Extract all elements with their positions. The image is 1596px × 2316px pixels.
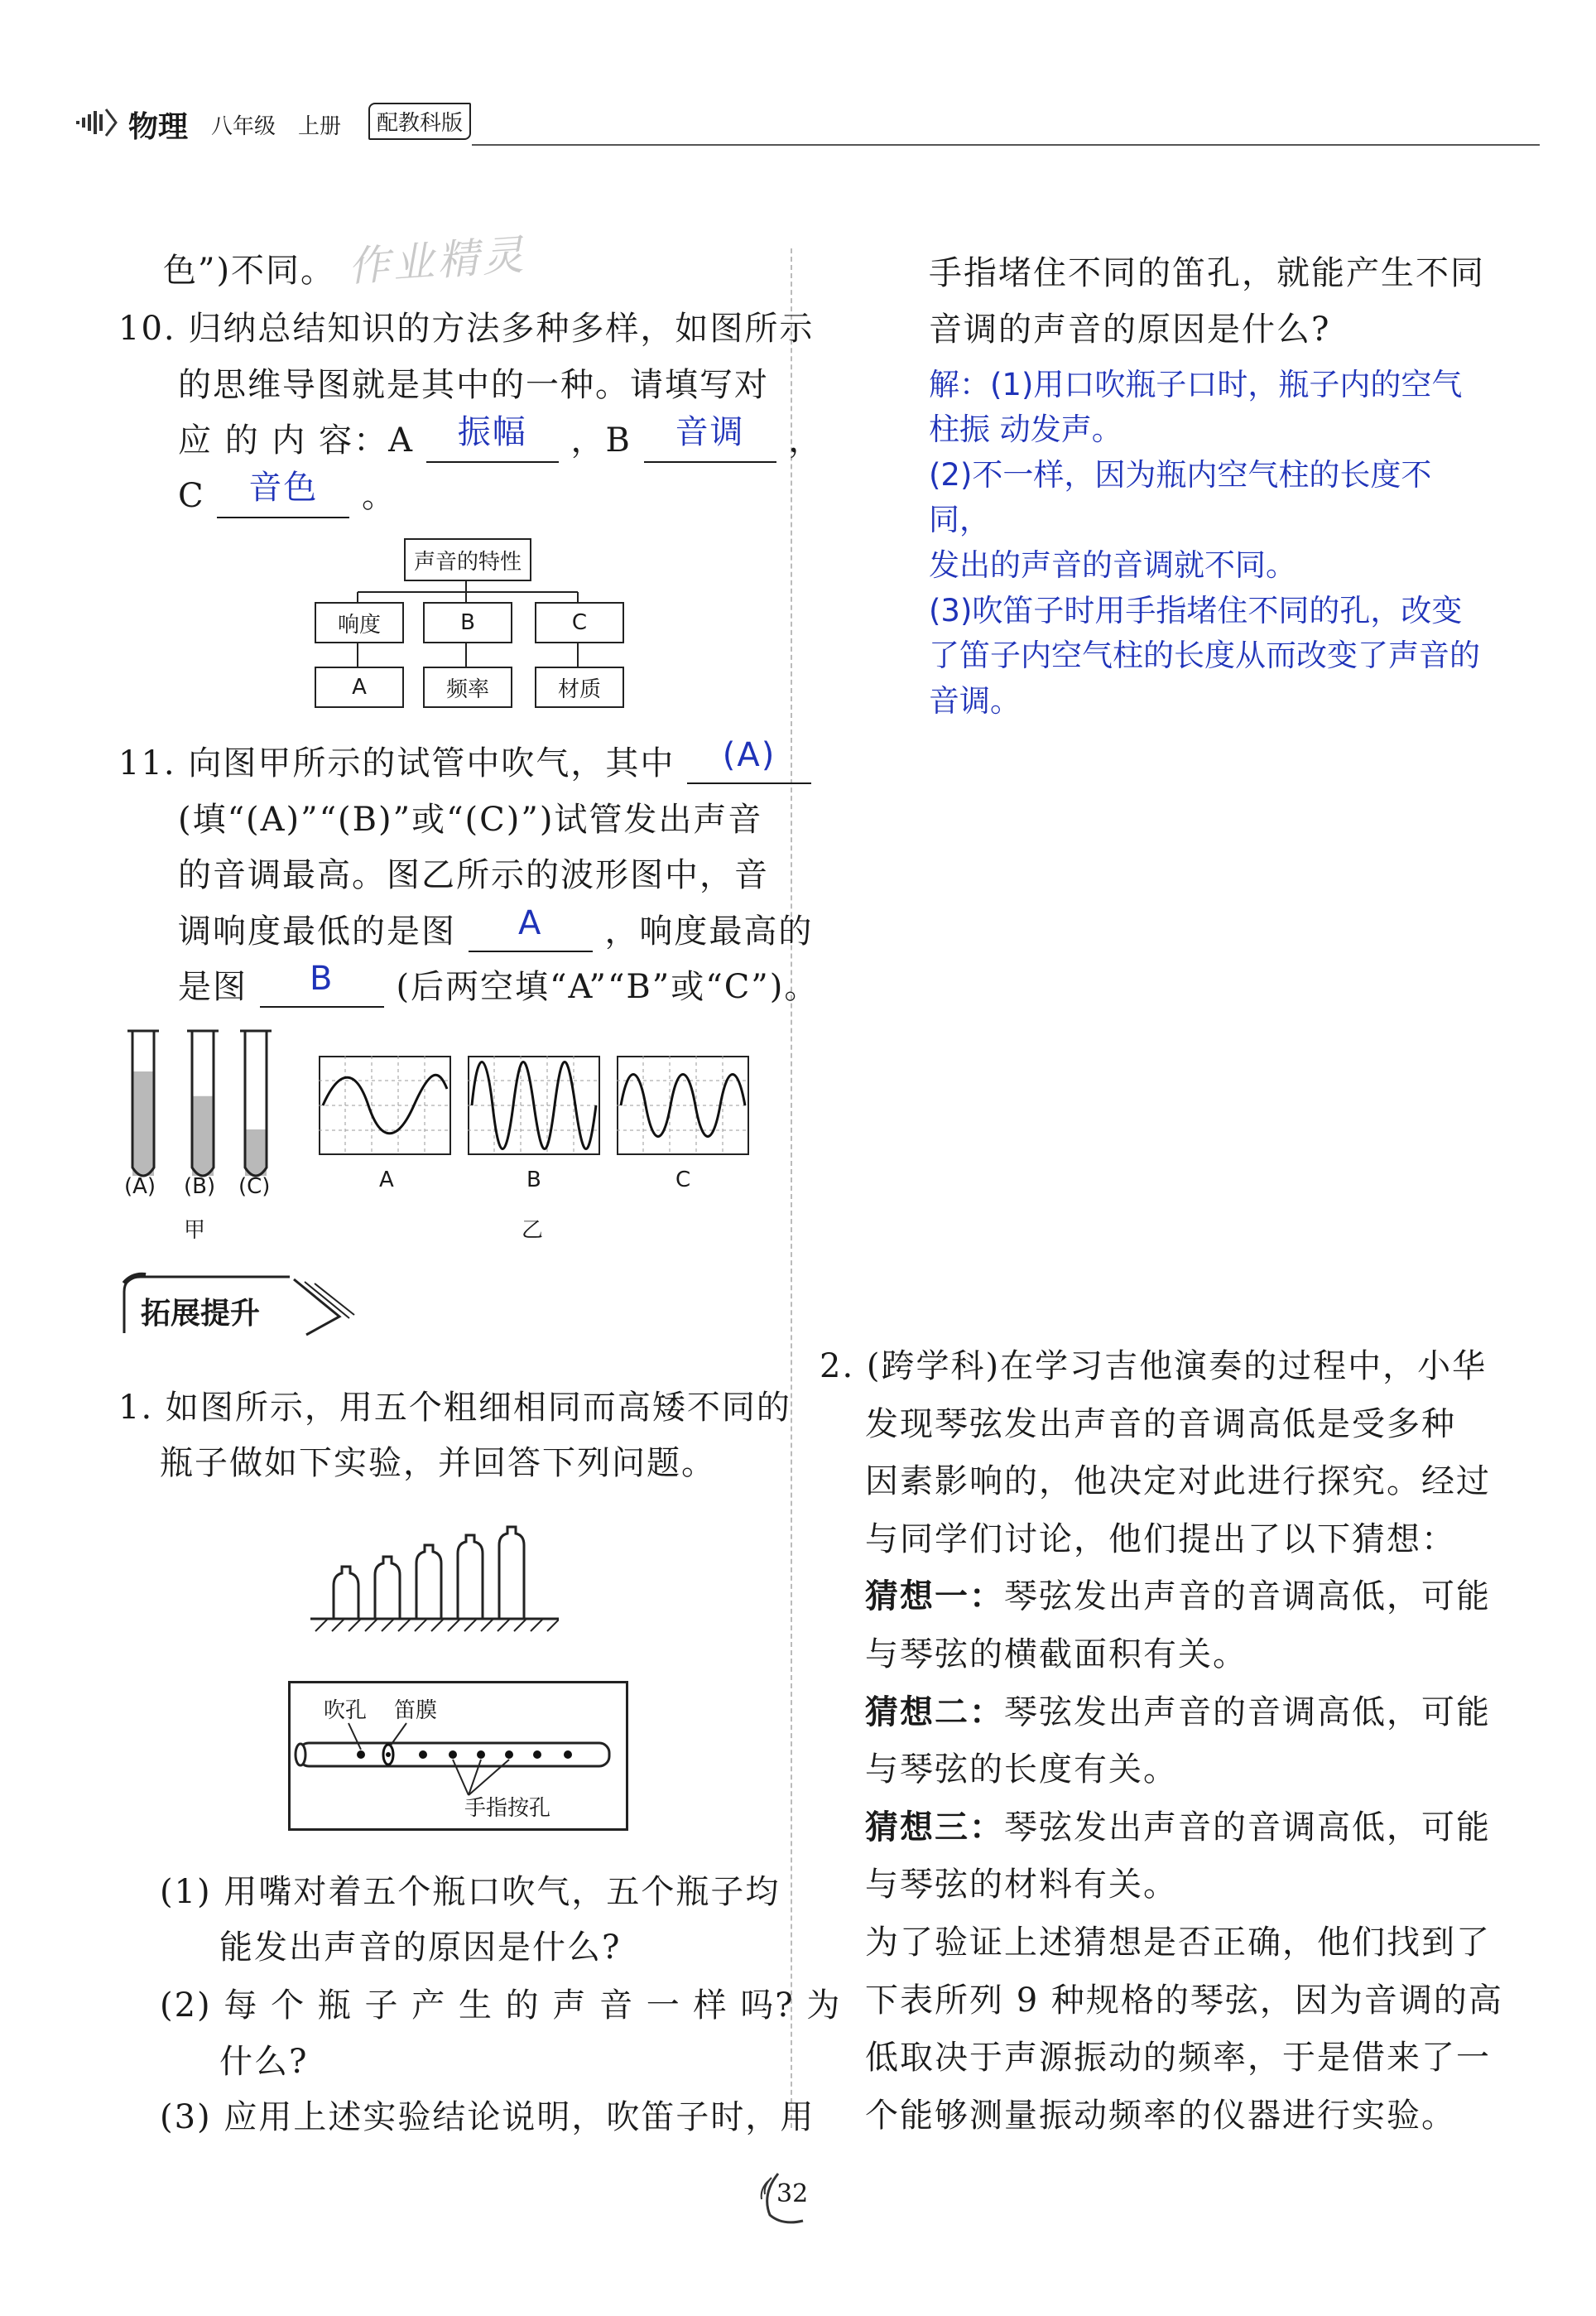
flute-label-membrane: 笛膜: [394, 1698, 438, 1723]
test-tube-a: [127, 1031, 159, 1176]
q11-answer-2: A: [518, 904, 543, 942]
guess-1: [865, 1570, 1491, 1617]
wave-label-b: B: [526, 1168, 541, 1192]
guess-1-text: 琴弦发出声音的音调高低，可能: [1004, 1577, 1491, 1615]
fig-jia-label: 甲: [184, 1218, 206, 1243]
section-header: [116, 1267, 356, 1341]
mind-map-node-loudness: 响度: [315, 602, 404, 643]
fig-yi-label: 乙: [522, 1218, 544, 1243]
q11-line4: [178, 905, 813, 952]
guess-3-label: 猜想三：: [865, 1808, 1004, 1847]
test-tube-c: [240, 1031, 272, 1176]
section-title: 拓展提升: [141, 1297, 261, 1331]
q10-line3-text: 应 的 内 容：A: [178, 421, 415, 460]
p1-sub3-line2: 手指堵住不同的笛孔，就能产生不同: [929, 254, 1485, 292]
mind-map-node-b: B: [423, 602, 512, 643]
guess-3: [865, 1801, 1491, 1848]
q11-line5-post: (后两空填“A”“B”或“C”)。: [396, 968, 820, 1006]
p2-line7: 低取决于声源振动的频率，于是借来了一: [865, 2039, 1491, 2077]
q11-line3: 的音调最高。图乙所示的波形图中，音: [178, 856, 769, 894]
guess-1-label: 猜想一：: [865, 1577, 1004, 1615]
guess-2: [865, 1686, 1491, 1733]
q10-blank-b[interactable]: [644, 414, 776, 463]
mind-map-node-c: C: [535, 602, 624, 643]
p2-line4: 与同学们讨论，他们提出了以下猜想：: [865, 1520, 1456, 1558]
page-number: 32: [776, 2179, 809, 2208]
answer-line-1: 解：(1)用口吹瓶子口时，瓶子内的空气: [929, 367, 1463, 402]
header-rule: [472, 144, 1540, 146]
tube-fill-a: [132, 1071, 154, 1176]
header-grade: 八年级: [211, 114, 276, 139]
q11-blank-1[interactable]: [687, 736, 811, 784]
q11-blank-2[interactable]: [469, 904, 593, 952]
waveform-a: [319, 1056, 451, 1155]
q10-c-label: C: [178, 477, 205, 515]
flute-figure: [288, 1681, 628, 1831]
p1-sub3-line1: (3) 应用上述实验结论说明，吹笛子时，用: [160, 2098, 815, 2136]
waveform-b: [468, 1056, 600, 1155]
p2-line6: 下表所列 9 种规格的琴弦，因为音调的高: [865, 1981, 1503, 2020]
q11-answer-3: B: [309, 960, 334, 998]
q9-tail: 色”)不同。: [163, 252, 336, 290]
answer-line-8: 音调。: [929, 683, 1021, 719]
answer-line-3: (2)不一样，因为瓶内空气柱的长度不: [929, 457, 1432, 493]
header-ornament-icon: [75, 106, 118, 139]
header-edition-badge: [368, 103, 471, 140]
waveform-c: [617, 1056, 749, 1155]
wave-label-a: A: [379, 1168, 394, 1192]
q10-blank-c[interactable]: [217, 469, 349, 518]
p2-line1: 2. (跨学科)在学习吉他演奏的过程中，小华: [820, 1347, 1488, 1385]
q10-line4: [178, 469, 397, 518]
p2-line2: 发现琴弦发出声音的音调高低是受多种: [865, 1405, 1456, 1443]
answer-line-5: 发出的声音的音调就不同。: [929, 547, 1296, 583]
q10-mind-map: [315, 534, 629, 712]
header-volume: 上册: [298, 114, 342, 139]
q10-sep-end: ，: [788, 421, 824, 460]
p1-sub2-line1: (2) 每 个 瓶 子 产 生 的 声 音 一 样 吗? 为: [160, 1986, 842, 2025]
tube-label-b: (B): [184, 1174, 216, 1199]
p1-sub3-line3: 音调的声音的原因是什么?: [929, 311, 1331, 349]
test-tube-b: [187, 1031, 219, 1176]
mind-map-node-a: A: [315, 667, 404, 708]
mind-map-node-material: 材质: [535, 667, 624, 708]
p2-line8: 个能够测量振动频率的仪器进行实验。: [865, 2097, 1456, 2135]
mind-map-node-frequency: 频率: [423, 667, 512, 708]
guess-3-text: 琴弦发出声音的音调高低，可能: [1004, 1808, 1491, 1847]
page-footer: [745, 2169, 853, 2227]
q10-answer-b: 音调: [675, 413, 745, 451]
q11-answer-1: (A): [722, 736, 776, 774]
guess-2-cont: 与琴弦的长度有关。: [865, 1750, 1178, 1789]
q10-line1: 10. 归纳总结知识的方法多种多样，如图所示: [118, 310, 815, 348]
tube-fill-c: [245, 1129, 267, 1176]
answer-line-7: 了笛子内空气柱的长度从而改变了声音的: [929, 638, 1480, 673]
p1-sub2-line2: 什么?: [219, 2043, 309, 2081]
p1-sub1-line2: 能发出声音的原因是什么?: [219, 1928, 622, 1967]
q10-blank-a[interactable]: [426, 414, 559, 463]
q11-line4-post: ，响度最高的: [604, 912, 814, 951]
header-edition: 配教科版: [377, 111, 464, 136]
bottles-figure: [310, 1524, 559, 1639]
q10-line3: [178, 414, 823, 463]
column-divider: [791, 248, 792, 2128]
tube-fill-b: [192, 1096, 214, 1176]
tube-label-a: (A): [124, 1174, 156, 1199]
p1-sub1-line1: (1) 用嘴对着五个瓶口吹气，五个瓶子均: [160, 1873, 781, 1911]
wave-label-c: C: [675, 1168, 691, 1192]
q11-line5: [178, 961, 819, 1008]
guess-3-cont: 与琴弦的材料有关。: [865, 1866, 1178, 1904]
mind-map-root: 声音的特性: [404, 538, 531, 581]
q11-blank-3[interactable]: [260, 960, 384, 1008]
p1-line1: 1. 如图所示，用五个粗细相同而高矮不同的: [118, 1389, 791, 1427]
answer-line-6: (3)吹笛子时用手指堵住不同的孔，改变: [929, 593, 1463, 628]
p1-line2: 瓶子做如下实验，并回答下列问题。: [160, 1444, 716, 1482]
q10-answer-a: 振幅: [457, 413, 527, 451]
q11-line5-pre: 是图: [178, 968, 248, 1006]
answer-line-2: 柱振 动发声。: [929, 412, 1122, 447]
guess-2-text: 琴弦发出声音的音调高低，可能: [1004, 1693, 1491, 1731]
p2-line5: 为了验证上述猜想是否正确，他们找到了: [865, 1924, 1491, 1962]
page-header: [75, 99, 1473, 149]
q11-line4-pre: 调响度最低的是图: [178, 912, 456, 951]
watermark: 作业精灵: [346, 230, 529, 291]
q11-line1: [118, 737, 811, 784]
q10-sep-b: ，B: [570, 421, 632, 460]
q10-c-end: 。: [362, 477, 397, 515]
flute-label-finger-holes: 手指按孔: [464, 1796, 551, 1821]
q11-line2: (填“(A)”“(B)”或“(C)”)试管发出声音: [178, 801, 763, 839]
tube-label-c: (C): [238, 1174, 271, 1199]
q10-answer-c: 音色: [248, 469, 319, 507]
answer-line-4: 同，: [929, 502, 990, 537]
q11-line1-text: 11. 向图甲所示的试管中吹气，其中: [118, 744, 675, 782]
guess-1-cont: 与琴弦的横截面积有关。: [865, 1635, 1247, 1673]
guess-2-label: 猜想二：: [865, 1692, 1004, 1731]
header-subject: 物理: [128, 110, 189, 144]
q10-line2: 的思维导图就是其中的一种。请填写对: [178, 366, 769, 404]
p2-line3: 因素影响的，他决定对此进行探究。经过: [865, 1462, 1491, 1500]
flute-label-blow-hole: 吹孔: [324, 1698, 368, 1723]
